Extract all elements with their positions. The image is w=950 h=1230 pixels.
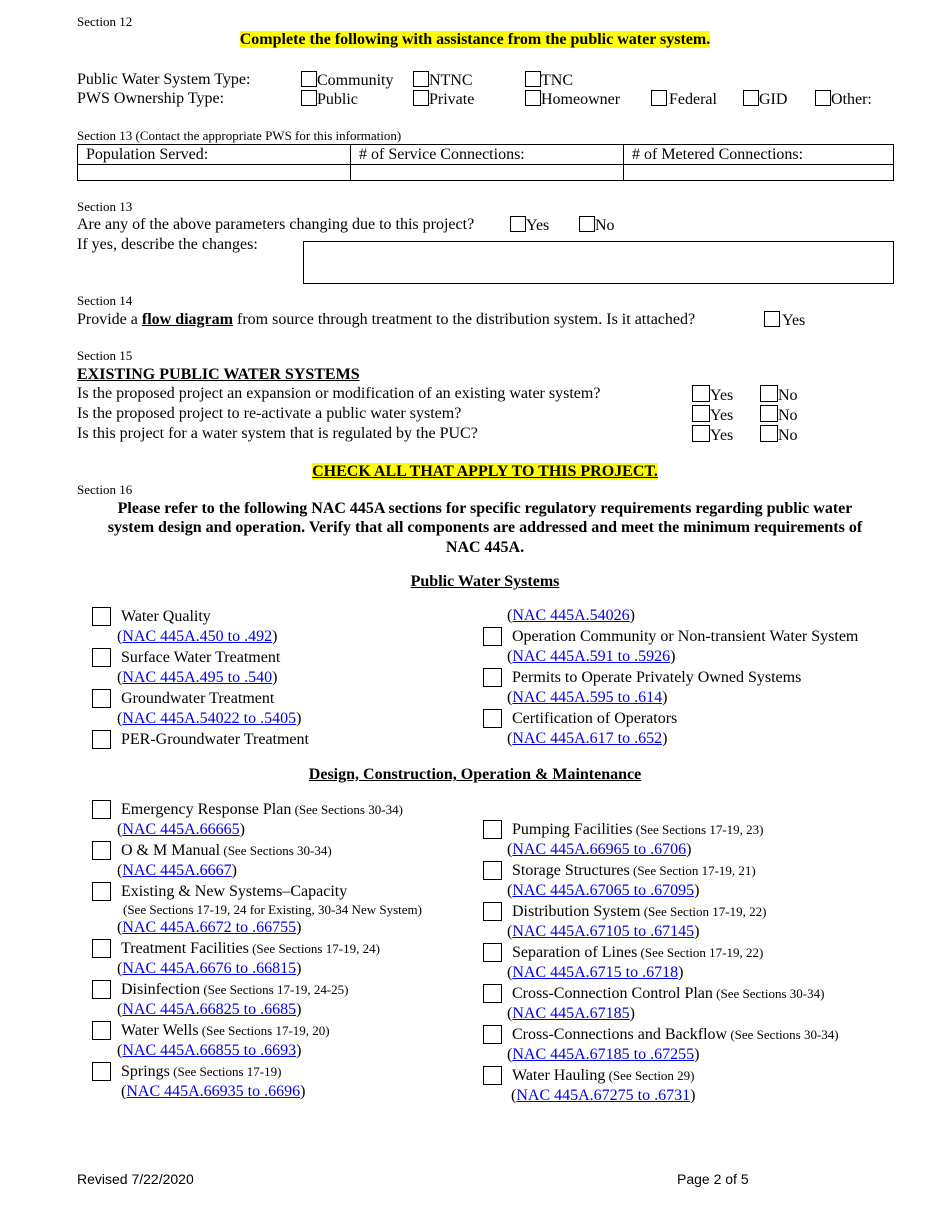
disinfection-ref: (NAC 445A.66825 to .6685) bbox=[117, 1001, 302, 1018]
service-connections-input[interactable] bbox=[351, 165, 624, 181]
om-ref: (NAC 445A.6667) bbox=[117, 862, 237, 879]
checkbox[interactable] bbox=[413, 71, 429, 87]
pws-type-tnc[interactable]: TNC bbox=[525, 71, 573, 90]
surface-water-label: Surface Water Treatment bbox=[121, 649, 281, 666]
surface-water-link[interactable]: NAC 445A.495 to .540 bbox=[122, 669, 273, 686]
section-16-line3: NAC 445A. bbox=[445, 539, 525, 556]
capacity-ref: (NAC 445A.6672 to .66755) bbox=[117, 919, 302, 936]
groundwater-link[interactable]: NAC 445A.54022 to .5405 bbox=[122, 710, 297, 727]
water-quality-link[interactable]: NAC 445A.450 to .492 bbox=[122, 628, 273, 645]
checkbox[interactable] bbox=[692, 405, 710, 422]
capacity-link[interactable]: NAC 445A.6672 to .66755 bbox=[122, 919, 297, 936]
section-15-label: Section 15 bbox=[77, 348, 133, 363]
groundwater-ref: (NAC 445A.54022 to .5405) bbox=[117, 710, 302, 727]
water-quality-label: Water Quality bbox=[121, 608, 211, 625]
certification-ref: (NAC 445A.617 to .652) bbox=[507, 730, 668, 747]
checkbox[interactable] bbox=[743, 90, 759, 106]
expansion-no[interactable]: No bbox=[760, 385, 798, 405]
revised-date: Revised 7/22/2020 bbox=[77, 1171, 194, 1187]
reactivate-yes[interactable]: Yes bbox=[692, 405, 733, 425]
treatment-label: Treatment Facilities (See Sections 17-19, 24) bbox=[121, 940, 380, 957]
pumping-link[interactable]: NAC 445A.66965 to .6706 bbox=[512, 841, 687, 858]
water-quality-checkbox[interactable] bbox=[92, 607, 111, 626]
springs-checkbox[interactable] bbox=[92, 1062, 111, 1081]
capacity-label: Existing & New Systems–Capacity bbox=[121, 883, 348, 900]
surface-water-checkbox[interactable] bbox=[92, 648, 111, 667]
wells-checkbox[interactable] bbox=[92, 1021, 111, 1040]
distribution-ref: (NAC 445A.67105 to .67145) bbox=[507, 923, 700, 940]
distribution-label: Distribution System (See Section 17-19, 22) bbox=[512, 903, 767, 920]
per-groundwater-ref: (NAC 445A.54026) bbox=[507, 607, 635, 624]
certification-link[interactable]: NAC 445A.617 to .652 bbox=[512, 730, 663, 747]
checkbox[interactable] bbox=[301, 90, 317, 106]
checkbox[interactable] bbox=[760, 425, 778, 442]
springs-ref: (NAC 445A.66935 to .6696) bbox=[121, 1083, 306, 1100]
population-header: Population Served: bbox=[78, 145, 351, 165]
page-number: Page 2 of 5 bbox=[677, 1171, 749, 1187]
describe-changes-label: If yes, describe the changes: bbox=[77, 236, 258, 253]
om-checkbox[interactable] bbox=[92, 841, 111, 860]
pumping-label: Pumping Facilities (See Sections 17-19, 23) bbox=[512, 821, 764, 838]
per-groundwater-label: PER-Groundwater Treatment bbox=[121, 731, 309, 748]
checkbox[interactable] bbox=[301, 71, 317, 87]
separation-label: Separation of Lines (See Section 17-19, 22) bbox=[512, 944, 764, 961]
section-16-line1: Please refer to the following NAC 445A sections for specific regulatory requirements regarding public water bbox=[117, 500, 853, 517]
flow-diagram-term: flow diagram bbox=[141, 311, 233, 328]
ownership-gid[interactable]: GID bbox=[743, 90, 787, 109]
pumping-ref: (NAC 445A.66965 to .6706) bbox=[507, 841, 692, 858]
params-changing-yes[interactable]: Yes bbox=[510, 216, 549, 235]
section-15-title: EXISTING PUBLIC WATER SYSTEMS bbox=[77, 366, 360, 383]
treatment-ref: (NAC 445A.6676 to .66815) bbox=[117, 960, 302, 977]
section-12-label: Section 12 bbox=[77, 14, 133, 29]
ccp-checkbox[interactable] bbox=[483, 984, 502, 1003]
certification-label: Certification of Operators bbox=[512, 710, 678, 727]
checkbox[interactable] bbox=[579, 216, 595, 232]
separation-checkbox[interactable] bbox=[483, 943, 502, 962]
disinfection-link[interactable]: NAC 445A.66825 to .6685 bbox=[122, 1001, 297, 1018]
connections-table bbox=[77, 144, 894, 181]
permits-ref: (NAC 445A.595 to .614) bbox=[507, 689, 668, 706]
erp-label: Emergency Response Plan (See Sections 30-34) bbox=[121, 801, 403, 818]
springs-link[interactable]: NAC 445A.66935 to .6696 bbox=[126, 1083, 301, 1100]
permits-label: Permits to Operate Privately Owned Systems bbox=[512, 669, 802, 686]
metered-connections-header: # of Metered Connections: bbox=[624, 145, 894, 165]
wells-label: Water Wells (See Sections 17-19, 20) bbox=[121, 1022, 330, 1039]
storage-checkbox[interactable] bbox=[483, 861, 502, 880]
capacity-checkbox[interactable] bbox=[92, 882, 111, 901]
hauling-label: Water Hauling (See Section 29) bbox=[512, 1067, 695, 1084]
reactivate-no[interactable]: No bbox=[760, 405, 798, 425]
pws-type-community[interactable]: Community bbox=[301, 71, 393, 90]
service-connections-header: # of Service Connections: bbox=[351, 145, 624, 165]
flow-diagram-question: Provide a flow diagram from source through treatment to the distribution system. Is it attached? bbox=[77, 311, 696, 328]
expansion-yes[interactable]: Yes bbox=[692, 385, 733, 405]
ccb-link[interactable]: NAC 445A.67185 to .67255 bbox=[512, 1046, 695, 1063]
pws-heading: Public Water Systems bbox=[410, 573, 560, 590]
erp-ref: (NAC 445A.66665) bbox=[117, 821, 245, 838]
checkbox[interactable] bbox=[692, 385, 710, 402]
erp-checkbox[interactable] bbox=[92, 800, 111, 819]
permits-checkbox[interactable] bbox=[483, 668, 502, 687]
operation-label: Operation Community or Non-transient Water System bbox=[512, 628, 859, 645]
checkbox[interactable] bbox=[413, 90, 429, 106]
water-quality-ref: (NAC 445A.450 to .492) bbox=[117, 628, 278, 645]
capacity-note: (See Sections 17-19, 24 for Existing, 30-34 New System) bbox=[123, 902, 422, 917]
checkbox[interactable] bbox=[510, 216, 526, 232]
ownership-private[interactable]: Private bbox=[413, 90, 474, 109]
ownership-homeowner[interactable]: Homeowner bbox=[525, 90, 620, 109]
section-16-label: Section 16 bbox=[77, 482, 133, 497]
describe-changes-field[interactable] bbox=[303, 241, 894, 284]
ownership-label: PWS Ownership Type: bbox=[77, 90, 225, 107]
groundwater-label: Groundwater Treatment bbox=[121, 690, 275, 707]
hauling-checkbox[interactable] bbox=[483, 1066, 502, 1085]
operation-checkbox[interactable] bbox=[483, 627, 502, 646]
disinfection-checkbox[interactable] bbox=[92, 980, 111, 999]
pumping-checkbox[interactable] bbox=[483, 820, 502, 839]
ownership-federal[interactable]: Federal bbox=[651, 90, 717, 109]
checkbox[interactable] bbox=[764, 311, 780, 327]
per-groundwater-checkbox[interactable] bbox=[92, 730, 111, 749]
ccp-label: Cross-Connection Control Plan (See Sections 30-34) bbox=[512, 985, 825, 1002]
hauling-link[interactable]: NAC 445A.67275 to .6731 bbox=[516, 1087, 691, 1104]
permits-link[interactable]: NAC 445A.595 to .614 bbox=[512, 689, 663, 706]
check-all-banner: CHECK ALL THAT APPLY TO THIS PROJECT. bbox=[312, 463, 658, 480]
springs-label: Springs (See Sections 17-19) bbox=[121, 1063, 282, 1080]
om-label: O & M Manual (See Sections 30-34) bbox=[121, 842, 332, 859]
certification-checkbox[interactable] bbox=[483, 709, 502, 728]
pws-type-label: Public Water System Type: bbox=[77, 71, 251, 88]
expansion-question: Is the proposed project an expansion or modification of an existing water system? bbox=[77, 385, 601, 402]
storage-link[interactable]: NAC 445A.67065 to .67095 bbox=[512, 882, 695, 899]
checkbox[interactable] bbox=[760, 405, 778, 422]
puc-yes[interactable]: Yes bbox=[692, 425, 733, 445]
separation-link[interactable]: NAC 445A.6715 to .6718 bbox=[512, 964, 679, 981]
dcom-heading: Design, Construction, Operation & Maintenance bbox=[308, 766, 642, 783]
storage-label: Storage Structures (See Section 17-19, 21) bbox=[512, 862, 756, 879]
ccb-checkbox[interactable] bbox=[483, 1025, 502, 1044]
section-13-label: Section 13 (Contact the appropriate PWS for this information) bbox=[77, 128, 402, 143]
reactivate-question: Is the proposed project to re-activate a public water system? bbox=[77, 405, 462, 422]
population-input[interactable] bbox=[78, 165, 351, 181]
ccb-ref: (NAC 445A.67185 to .67255) bbox=[507, 1046, 700, 1063]
wells-ref: (NAC 445A.66855 to .6693) bbox=[117, 1042, 302, 1059]
per-groundwater-link[interactable]: NAC 445A.54026 bbox=[512, 607, 630, 624]
checkbox[interactable] bbox=[815, 90, 831, 106]
operation-ref: (NAC 445A.591 to .5926) bbox=[507, 648, 676, 665]
hauling-ref: (NAC 445A.67275 to .6731) bbox=[511, 1087, 696, 1104]
metered-connections-input[interactable] bbox=[624, 165, 894, 181]
section-12-instruction: Complete the following with assistance from the public water system. bbox=[239, 31, 711, 48]
section-14-label: Section 14 bbox=[77, 293, 133, 308]
om-link[interactable]: NAC 445A.6667 bbox=[122, 862, 232, 879]
groundwater-checkbox[interactable] bbox=[92, 689, 111, 708]
pws-type-ntnc[interactable]: NTNC bbox=[413, 71, 473, 90]
ccb-label: Cross-Connections and Backflow (See Sections 30-34) bbox=[512, 1026, 839, 1043]
checkbox[interactable] bbox=[525, 71, 541, 87]
puc-no[interactable]: No bbox=[760, 425, 798, 445]
operation-link[interactable]: NAC 445A.591 to .5926 bbox=[512, 648, 671, 665]
checkbox[interactable] bbox=[760, 385, 778, 402]
distribution-checkbox[interactable] bbox=[483, 902, 502, 921]
ccp-link[interactable]: NAC 445A.67185 bbox=[512, 1005, 630, 1022]
wells-link[interactable]: NAC 445A.66855 to .6693 bbox=[122, 1042, 297, 1059]
surface-water-ref: (NAC 445A.495 to .540) bbox=[117, 669, 278, 686]
treatment-checkbox[interactable] bbox=[92, 939, 111, 958]
ownership-other[interactable]: Other: bbox=[815, 90, 872, 109]
separation-ref: (NAC 445A.6715 to .6718) bbox=[507, 964, 684, 981]
section-13b-label: Section 13 bbox=[77, 199, 133, 214]
disinfection-label: Disinfection (See Sections 17-19, 24-25) bbox=[121, 981, 349, 998]
checkbox[interactable] bbox=[525, 90, 541, 106]
checkbox[interactable] bbox=[651, 90, 667, 106]
flow-diagram-yes[interactable]: Yes bbox=[764, 311, 805, 330]
distribution-link[interactable]: NAC 445A.67105 to .67145 bbox=[512, 923, 695, 940]
section-16-line2: system design and operation. Verify that all components are addressed and meet the minimum requirements of bbox=[107, 519, 863, 536]
storage-ref: (NAC 445A.67065 to .67095) bbox=[507, 882, 700, 899]
puc-question: Is this project for a water system that is regulated by the PUC? bbox=[77, 425, 478, 442]
params-changing-question: Are any of the above parameters changing due to this project? bbox=[77, 216, 475, 233]
erp-link[interactable]: NAC 445A.66665 bbox=[122, 821, 240, 838]
ccp-ref: (NAC 445A.67185) bbox=[507, 1005, 635, 1022]
params-changing-no[interactable]: No bbox=[579, 216, 615, 235]
ownership-public[interactable]: Public bbox=[301, 90, 358, 109]
checkbox[interactable] bbox=[692, 425, 710, 442]
treatment-link[interactable]: NAC 445A.6676 to .66815 bbox=[122, 960, 297, 977]
